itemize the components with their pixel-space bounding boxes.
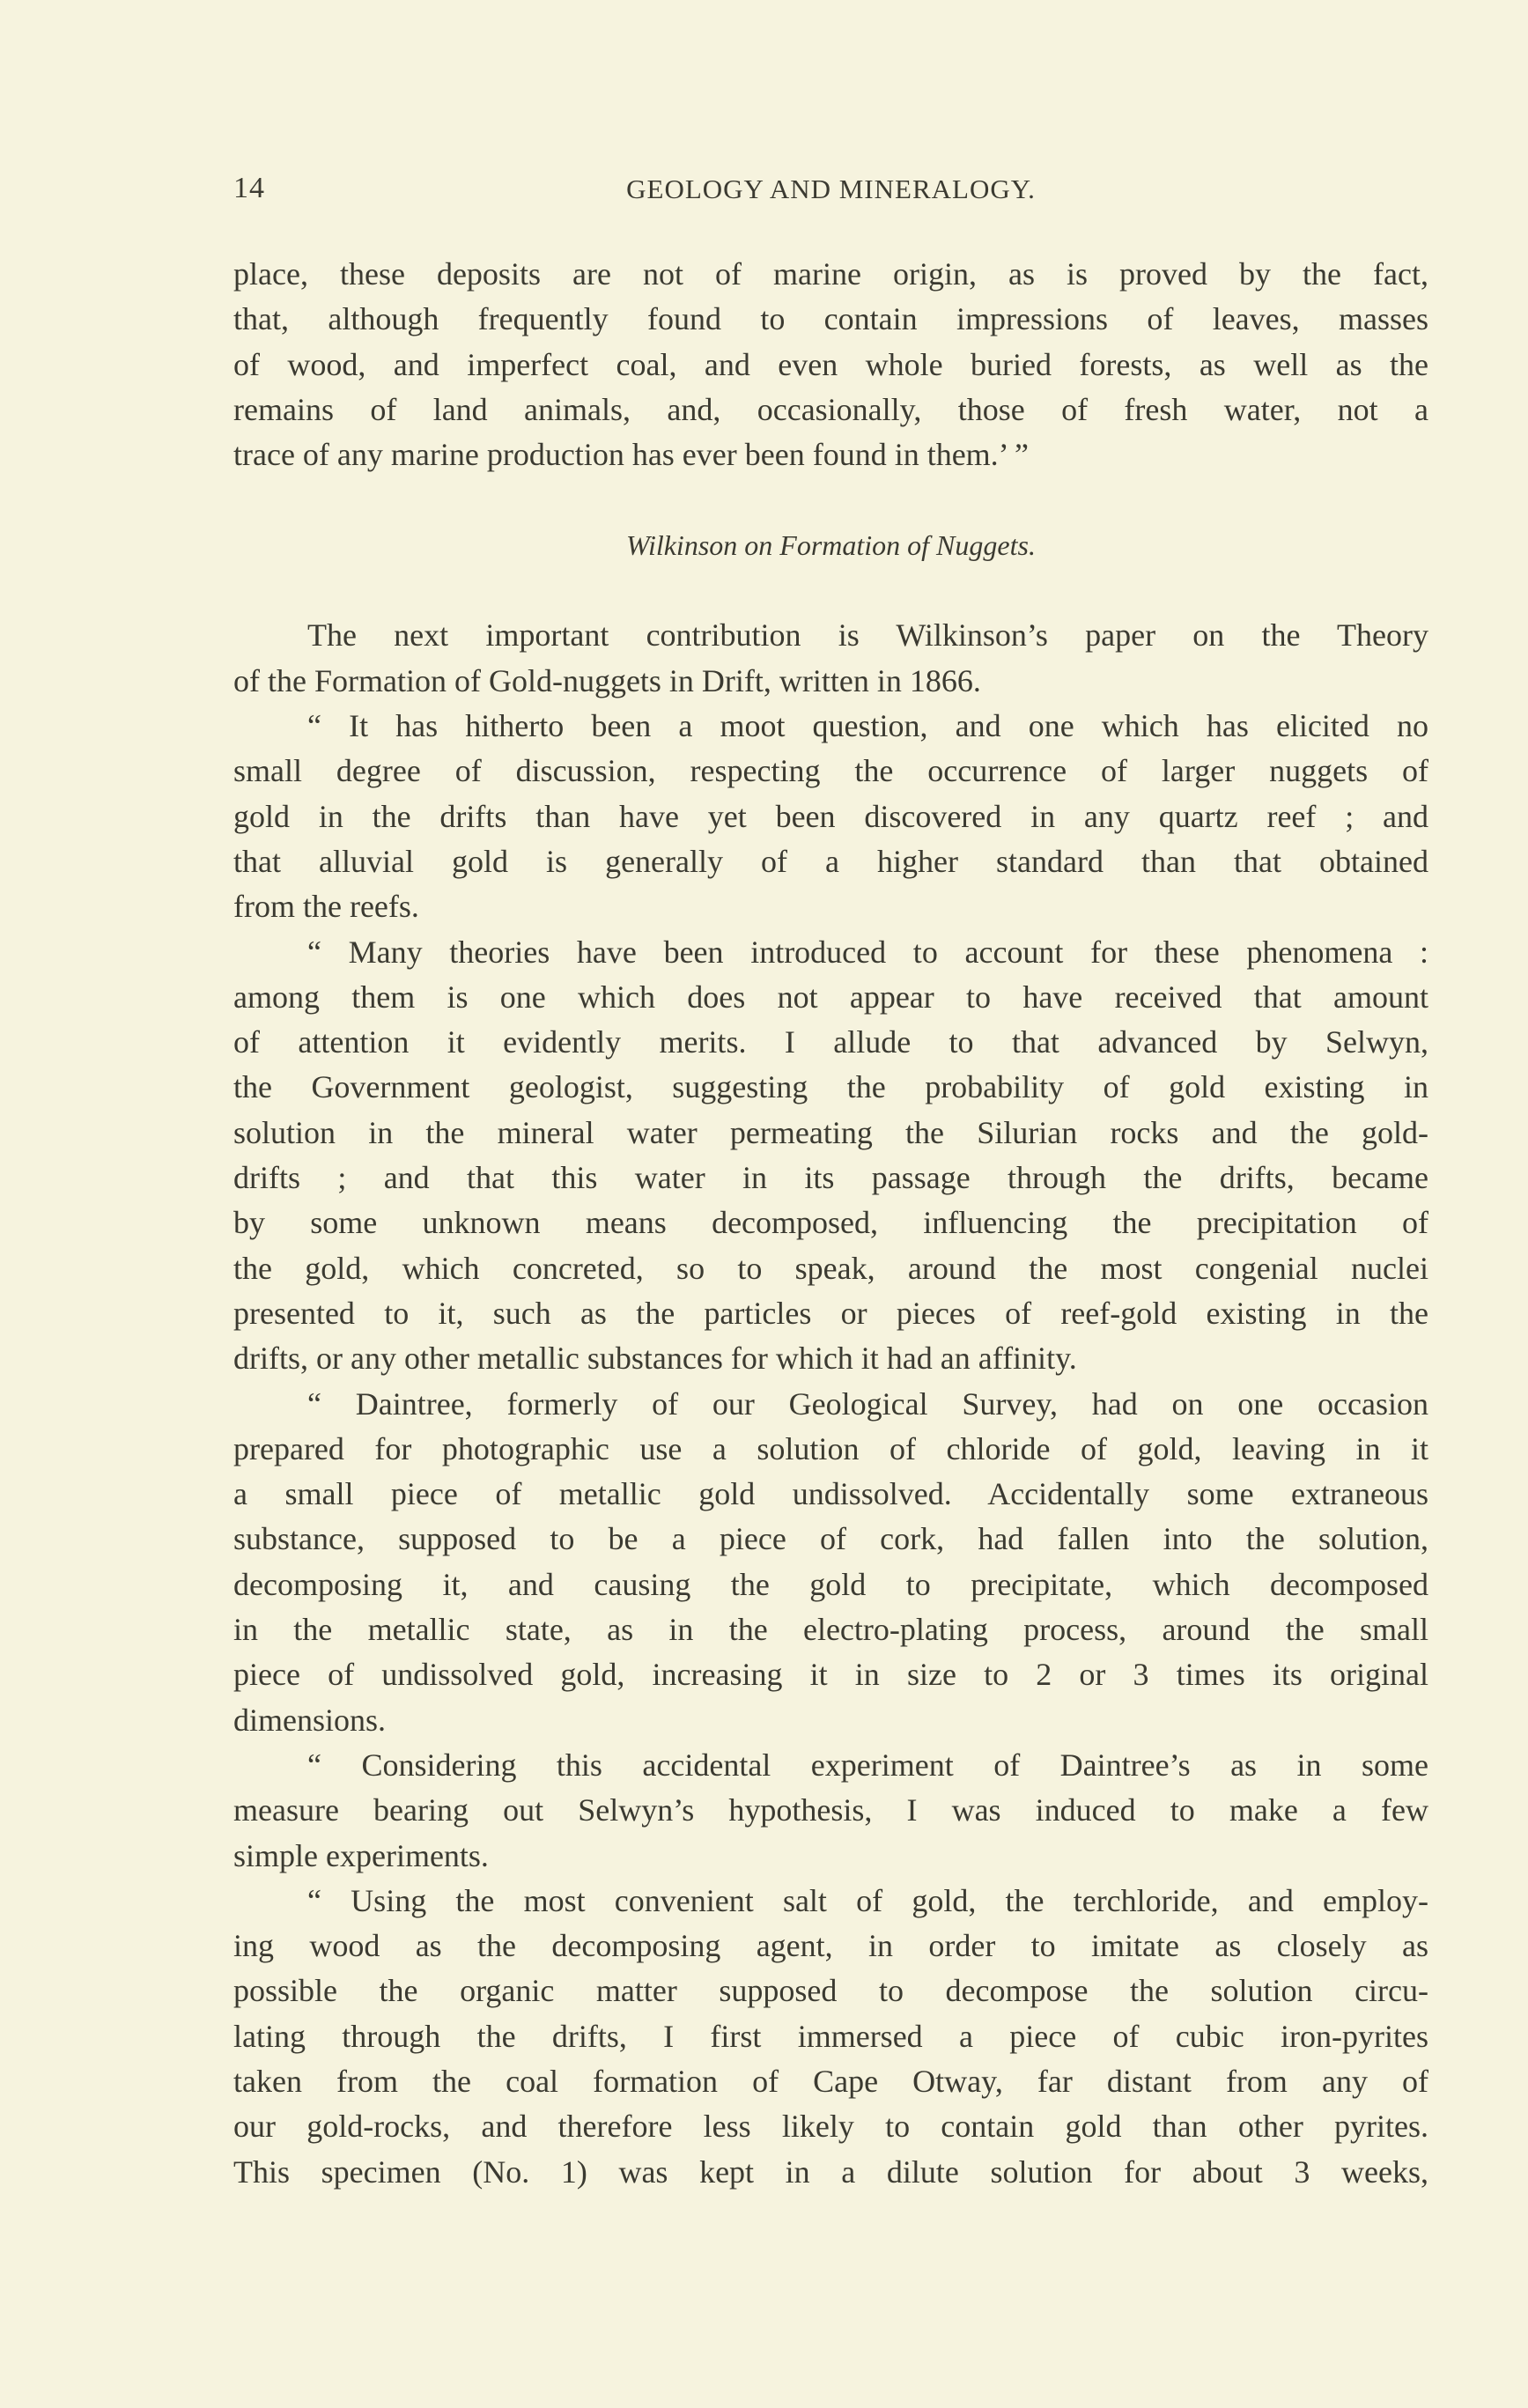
text-line: “ Using the most convenient salt of gold, the terchloride, and employ-	[307, 1882, 1428, 1918]
running-title: GEOLOGY AND MINERALOGY.	[626, 174, 1036, 204]
text-line: piece of undissolved gold, increasing it in size to 2 or 3 times its original	[233, 1657, 1428, 1693]
text-line: that alluvial gold is generally of a higher standard than that obtained	[233, 843, 1428, 879]
text-line: of the Formation of Gold-nuggets in Drift, written in 1866.	[233, 662, 981, 698]
text-line: prepared for photographic use a solution of chloride of gold, leaving in it	[233, 1430, 1428, 1466]
text-line: substance, supposed to be a piece of cork, had fallen into the solution,	[233, 1521, 1428, 1557]
text-line: possible the organic matter supposed to decompose the solution circu-	[233, 1973, 1428, 2009]
running-header	[233, 172, 1428, 207]
text-line: presented to it, such as the particles or pieces of reef-gold existing in the	[233, 1295, 1428, 1331]
text-line: among them is one which does not appear to have received that amount	[233, 979, 1428, 1015]
text-line: by some unknown means decomposed, influencing the precipitation of	[233, 1205, 1428, 1241]
text-line: of wood, and imperfect coal, and even whole buried forests, as well as the	[233, 346, 1428, 382]
text-line: that, although frequently found to contain impressions of leaves, masses	[233, 301, 1428, 337]
paragraph	[233, 1879, 1428, 2195]
text-line: gold in the drifts than have yet been discovered in any quartz reef ; and	[233, 798, 1428, 834]
text-line: “ Many theories have been introduced to account for these phenomena :	[307, 934, 1428, 970]
text-line: from the reefs.	[233, 889, 419, 925]
text-line: The next important contribution is Wilkinson’s paper on the Theory	[307, 617, 1428, 654]
text-line: dimensions.	[233, 1702, 387, 1738]
text-line: “ Considering this accidental experiment of Daintree’s as in some	[307, 1747, 1428, 1783]
text-line: “ It has hitherto been a moot question, and one which has elicited no	[307, 708, 1428, 744]
text-line: of attention it evidently merits. I allude to that advanced by Selwyn,	[233, 1024, 1428, 1060]
text-line: taken from the coal formation of Cape Otway, far distant from any of	[233, 2063, 1428, 2099]
page-number: 14	[233, 172, 265, 204]
text-line: lating through the drifts, I first immersed a piece of cubic iron-pyrites	[233, 2018, 1428, 2054]
paragraph	[233, 1743, 1428, 1879]
text-line: drifts, or any other metallic substances for which it had an affinity.	[233, 1341, 1077, 1377]
paragraph	[233, 252, 1428, 477]
text-line: drifts ; and that this water in its passage through the drifts, became	[233, 1160, 1428, 1196]
text-line: simple experiments.	[233, 1837, 489, 1873]
paragraph	[233, 1382, 1428, 1743]
text-line: ing wood as the decomposing agent, in order to imitate as closely as	[233, 1928, 1428, 1964]
text-line: a small piece of metallic gold undissolved. Accidentally some extraneous	[233, 1476, 1428, 1512]
text-line: trace of any marine production has ever been found in them.’ ”	[233, 437, 1029, 473]
text-line: small degree of discussion, respecting the occurrence of larger nuggets of	[233, 753, 1428, 789]
text-line: place, these deposits are not of marine origin, as is proved by the fact,	[233, 256, 1428, 292]
section-heading: Wilkinson on Formation of Nuggets.	[626, 529, 1036, 562]
paragraph	[233, 704, 1428, 929]
text-line: solution in the mineral water permeating the Silurian rocks and the gold-	[233, 1114, 1428, 1150]
text-line: the gold, which concreted, so to speak, around the most congenial nuclei	[233, 1250, 1428, 1286]
paragraph	[233, 613, 1428, 704]
text-line: “ Daintree, formerly of our Geological Survey, had on one occasion	[307, 1385, 1428, 1422]
text-line: This specimen (No. 1) was kept in a dilute solution for about 3 weeks,	[233, 2153, 1428, 2190]
text-line: our gold-rocks, and therefore less likely to contain gold than other pyrites.	[233, 2109, 1428, 2145]
text-line: the Government geologist, suggesting the probability of gold existing in	[233, 1069, 1428, 1105]
text-line: measure bearing out Selwyn’s hypothesis, I was induced to make a few	[233, 1792, 1428, 1828]
text-line: remains of land animals, and, occasionally, those of fresh water, not a	[233, 391, 1428, 427]
text-line: in the metallic state, as in the electro-plating process, around the small	[233, 1612, 1428, 1648]
text-line: decomposing it, and causing the gold to precipitate, which decomposed	[233, 1566, 1428, 1602]
paragraph	[233, 930, 1428, 1382]
page-body	[233, 252, 1428, 2195]
